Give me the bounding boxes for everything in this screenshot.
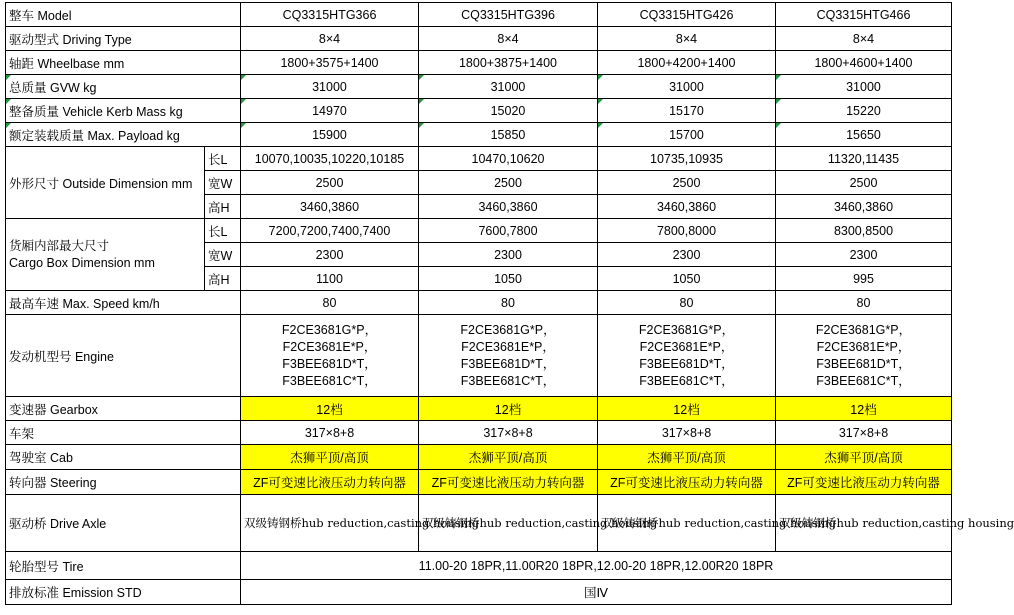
cell-value: 995 [776,267,952,291]
engine-cell [241,315,419,397]
label-frame: 车架 [6,421,241,445]
cell-value: 15650 [776,123,952,147]
cell-value: 7200,7200,7400,7400 [241,219,419,243]
label-drive-axle: 驱动桥 Drive Axle [6,495,241,552]
cell-value: 15170 [598,99,776,123]
label-driving-type: 驱动型式 Driving Type [6,27,241,51]
cell-value: 10735,10935 [598,147,776,171]
sub-label-width: 宽W [205,171,241,195]
engine-line: F2CE3681G*P， [815,322,912,337]
engine-cell [598,315,776,397]
cell-value: ZF可变速比液压动力转向器 [241,470,419,495]
cell-value: 15220 [776,99,952,123]
sub-label-height: 高H [205,267,241,291]
engine-line: F3BEE681C*T， [282,373,377,388]
engine-line: F2CE3681G*P， [638,322,735,337]
tire-value: 11.00-20 18PR,11.00R20 18PR,12.00-20 18PR,12.00R20 18PR [241,552,952,580]
cell-value: ZF可变速比液压动力转向器 [598,470,776,495]
cell-value: 12档 [241,397,419,421]
label-cab: 驾驶室 Cab [6,445,241,470]
label-gvw: 总质量 GVW kg [6,75,241,99]
cargo-label-cn: 货厢内部最大尺寸 [9,238,110,253]
cell-value: 317×8+8 [598,421,776,445]
cell-value: 80 [776,291,952,315]
cell-value: 1800+4600+1400 [776,51,952,75]
cell-value: 8×4 [598,27,776,51]
cell-value: 8×4 [419,27,598,51]
cell-value: 10070,10035,10220,10185 [241,147,419,171]
cell-value: 2500 [598,171,776,195]
row-emission [6,580,952,605]
cell-value: 31000 [776,75,952,99]
engine-line: F2CE3681E*P， [282,339,377,354]
engine-line: F3BEE681C*T， [816,373,911,388]
engine-line: F3BEE681D*T， [460,356,556,371]
cell-value: 8×4 [776,27,952,51]
cell-value: 317×8+8 [776,421,952,445]
engine-cell [776,315,952,397]
label-kerb-mass: 整备质量 Vehicle Kerb Mass kg [6,99,241,123]
cell-value: 31000 [241,75,419,99]
row-driving-type [6,27,952,51]
cell-value: 80 [598,291,776,315]
cell-value: 15020 [419,99,598,123]
label-gearbox: 变速器 Gearbox [6,397,241,421]
cell-value: 80 [419,291,598,315]
label-cargo-dimension [6,219,205,291]
cell-value: 杰狮平顶/高顶 [241,445,419,470]
emission-value: 国Ⅳ [241,580,952,605]
cell-value: 31000 [598,75,776,99]
sub-label-length: 长L [205,219,241,243]
cell-value: 2500 [419,171,598,195]
engine-line: F2CE3681E*P， [639,339,734,354]
label-engine: 发动机型号 Engine [6,315,241,397]
engine-line: F3BEE681D*T， [639,356,734,371]
cell-value: 8300,8500 [776,219,952,243]
row-cab [6,445,952,470]
cell-value: 2500 [776,171,952,195]
cell-value: 1050 [598,267,776,291]
label-outside-dimension: 外形尺寸 Outside Dimension mm [6,147,205,219]
label-steering: 转向器 Steering [6,470,241,495]
cell-value: 双级铸钢桥hub reduction,casting housing [776,495,952,552]
row-kerb-mass [6,99,952,123]
cell-value: 双级铸钢桥hub reduction,casting housing [241,495,419,552]
row-max-speed [6,291,952,315]
engine-line: F3BEE681C*T， [639,373,734,388]
cell-value: 双级铸钢桥hub reduction,casting housing [598,495,776,552]
label-emission: 排放标准 Emission STD [6,580,241,605]
row-gvw [6,75,952,99]
engine-line: F2CE3681G*P， [460,322,556,337]
cell-value: 7800,8000 [598,219,776,243]
cell-value: 317×8+8 [241,421,419,445]
cargo-label-en: Cargo Box Dimension mm [9,255,155,270]
cell-value: 11320,11435 [776,147,952,171]
engine-line: F2CE3681E*P， [461,339,555,354]
cell-value: 3460,3860 [419,195,598,219]
label-payload: 额定装载质量 Max. Payload kg [6,123,241,147]
row-tire [6,552,952,580]
sub-label-height: 高H [205,195,241,219]
spec-table [5,2,1014,605]
cell-value: 15700 [598,123,776,147]
row-gearbox [6,397,952,421]
label-tire: 轮胎型号 Tire [6,552,241,580]
cell-value: 15850 [419,123,598,147]
row-frame [6,421,952,445]
cell-value: 2300 [776,243,952,267]
model-1: CQ3315HTG366 [241,3,419,27]
cell-value: 14970 [241,99,419,123]
cell-value: 10470,10620 [419,147,598,171]
cell-value: 15900 [241,123,419,147]
cell-value: 31000 [419,75,598,99]
cell-value: 80 [241,291,419,315]
engine-line: F3BEE681D*T， [816,356,911,371]
row-drive-axle [6,495,952,552]
cell-value: 8×4 [241,27,419,51]
cell-value: ZF可变速比液压动力转向器 [419,470,598,495]
label-max-speed: 最高车速 Max. Speed km/h [6,291,241,315]
row-payload [6,123,952,147]
cell-value: 3460,3860 [241,195,419,219]
row-model [6,3,952,27]
sub-label-length: 长L [205,147,241,171]
row-steering [6,470,952,495]
engine-line: F3BEE681C*T， [460,373,556,388]
cell-value: 3460,3860 [598,195,776,219]
cell-value: 1050 [419,267,598,291]
label-model: 整车 Model [6,3,241,27]
model-3: CQ3315HTG426 [598,3,776,27]
model-4: CQ3315HTG466 [776,3,952,27]
sub-label-width: 宽W [205,243,241,267]
engine-cell [419,315,598,397]
cell-value: 7600,7800 [419,219,598,243]
cell-value: 2300 [241,243,419,267]
cell-value: 1800+3875+1400 [419,51,598,75]
engine-line: F2CE3681E*P， [816,339,911,354]
cell-value: 12档 [776,397,952,421]
model-2: CQ3315HTG396 [419,3,598,27]
cell-value: 1800+4200+1400 [598,51,776,75]
engine-line: F2CE3681G*P， [281,322,378,337]
label-wheelbase: 轴距 Wheelbase mm [6,51,241,75]
cell-value: 1100 [241,267,419,291]
row-cargo-length [6,219,952,243]
cell-value: 12档 [598,397,776,421]
cell-value: 杰狮平顶/高顶 [776,445,952,470]
cell-value: 杰狮平顶/高顶 [419,445,598,470]
cell-value: ZF可变速比液压动力转向器 [776,470,952,495]
cell-value: 3460,3860 [776,195,952,219]
cell-value: 2300 [419,243,598,267]
cell-value: 317×8+8 [419,421,598,445]
cell-value: 双级铸钢桥hub reduction,casting housing [419,495,598,552]
row-wheelbase [6,51,952,75]
row-outside-length [6,147,952,171]
cell-value: 2300 [598,243,776,267]
cell-value: 1800+3575+1400 [241,51,419,75]
engine-line: F3BEE681D*T， [282,356,377,371]
row-engine [6,315,952,397]
cell-value: 12档 [419,397,598,421]
cell-value: 杰狮平顶/高顶 [598,445,776,470]
cell-value: 2500 [241,171,419,195]
